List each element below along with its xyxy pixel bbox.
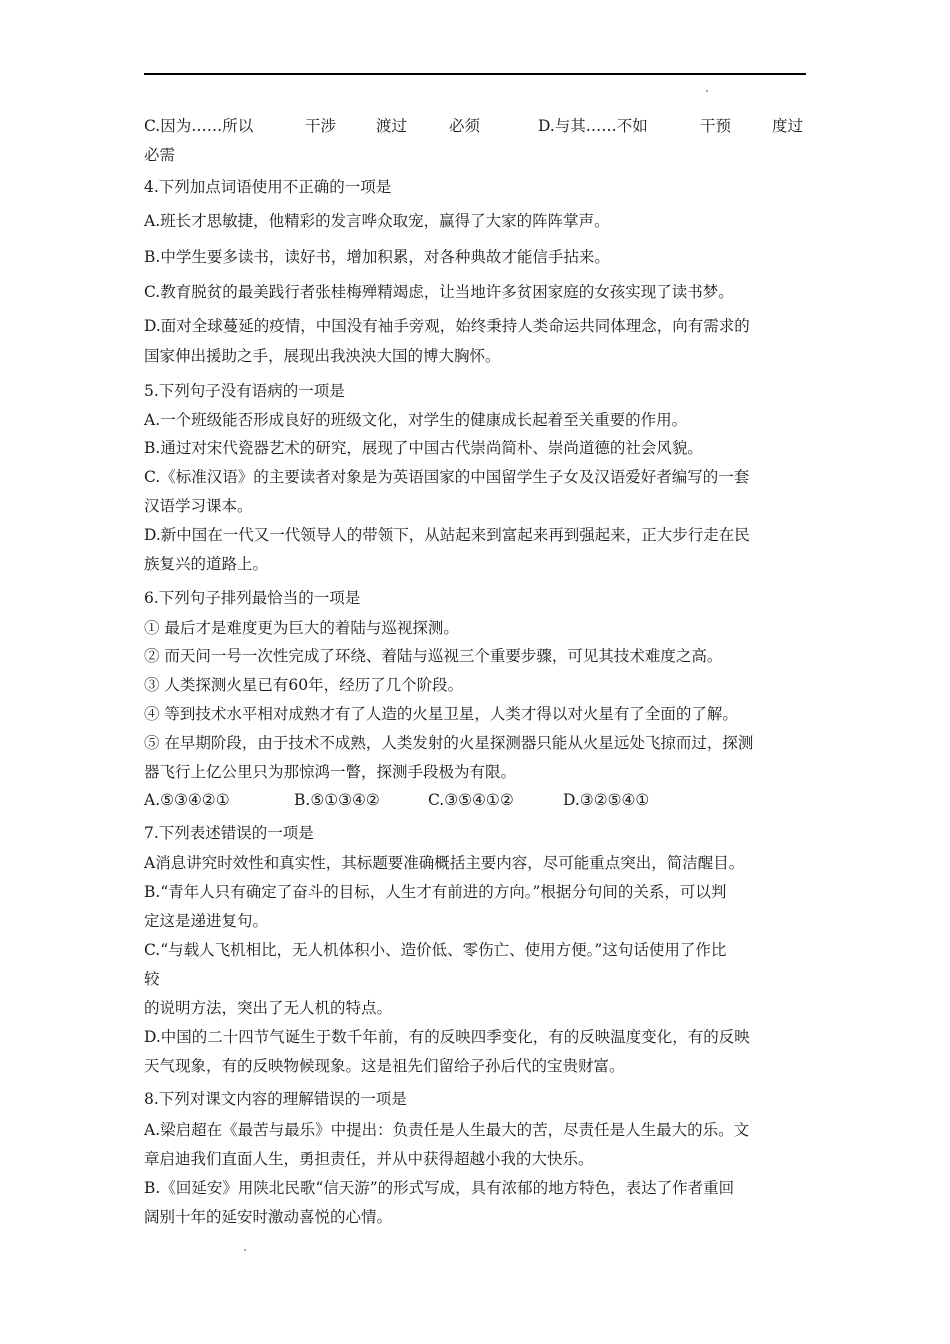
q7-option-d-cont: 天气现象，有的反映物候现象。这是祖先们留给子孙后代的宝贵财富。 <box>144 1057 625 1075</box>
q3-option-c-word1: 干涉 <box>305 117 337 135</box>
q8-option-b: B.《回延安》用陕北民歌“信天游”的形式写成，具有浓郁的地方特色，表达了作者重回 <box>144 1179 735 1197</box>
speck <box>244 1249 246 1251</box>
q6-option-c: C.③⑤④①② <box>428 791 514 809</box>
q3-option-c-word2: 渡过 <box>376 117 408 135</box>
q7-option-b: B.“青年人只有确定了奋斗的目标，人生才有前进的方向。”根据分句间的关系，可以判 <box>144 883 727 901</box>
q8-option-a: A.梁启超在《最苦与最乐》中提出：负责任是人生最大的苦，尽责任是人生最大的乐。文 <box>144 1121 750 1139</box>
q4-option-c: C.教育脱贫的最美践行者张桂梅殚精竭虑，让当地许多贫困家庭的女孩实现了读书梦。 <box>144 283 734 301</box>
q4-stem: 4.下列加点词语使用不正确的一项是 <box>144 178 392 196</box>
q6-sentence-1: ① 最后才是难度更为巨大的着陆与巡视探测。 <box>144 619 459 637</box>
q4-option-a: A.班长才思敏捷，他精彩的发言哗众取宠，赢得了大家的阵阵掌声。 <box>144 212 610 230</box>
q7-option-c-wrap: 较 <box>144 970 160 988</box>
q5-option-a: A.一个班级能否形成良好的班级文化，对学生的健康成长起着至关重要的作用。 <box>144 411 688 429</box>
q4-option-d-cont: 国家伸出援助之手，展现出我泱泱大国的博大胸怀。 <box>144 347 501 365</box>
q3-option-d-word3: 必需 <box>144 146 176 164</box>
q7-stem: 7.下列表述错误的一项是 <box>144 824 314 842</box>
q8-option-a-cont: 章启迪我们直面人生，勇担责任，并从中获得超越小我的大快乐。 <box>144 1150 594 1168</box>
q7-option-a: A消息讲究时效性和真实性，其标题要准确概括主要内容，尽可能重点突出，简洁醒目。 <box>144 854 745 872</box>
q3-option-d-word2: 度过 <box>772 117 804 135</box>
q3-option-c-word3: 必须 <box>449 117 481 135</box>
q6-sentence-4: ④ 等到技术水平相对成熟才有了人造的火星卫星，人类才得以对火星有了全面的了解。 <box>144 705 738 723</box>
q5-option-c: C.《标准汉语》的主要读者对象是为英语国家的中国留学生子女及汉语爱好者编写的一套 <box>144 468 750 486</box>
q4-option-b: B.中学生要多读书，读好书，增加积累，对各种典故才能信手拈来。 <box>144 248 610 266</box>
speck <box>706 90 708 92</box>
q3-option-c-conj: C.因为……所以 <box>144 117 254 135</box>
q8-option-b-cont: 阔别十年的延安时激动喜悦的心情。 <box>144 1208 393 1226</box>
q5-option-b: B.通过对宋代瓷器艺术的研究，展现了中国古代崇尚简朴、崇尚道德的社会风貌。 <box>144 439 703 457</box>
q6-stem: 6.下列句子排列最恰当的一项是 <box>144 589 361 607</box>
q6-sentence-5: ⑤ 在早期阶段，由于技术不成熟，人类发射的火星探测器只能从火星远处飞掠而过，探测 <box>144 734 754 752</box>
q6-option-d: D.③②⑤④① <box>563 791 650 809</box>
q6-sentence-3: ③ 人类探测火星已有60年，经历了几个阶段。 <box>144 676 464 694</box>
q6-sentence-5-cont: 器飞行上亿公里只为那惊鸿一瞥，探测手段极为有限。 <box>144 763 517 781</box>
q6-option-a: A.⑤③④②① <box>144 791 230 809</box>
q7-option-d: D.中国的二十四节气诞生于数千年前，有的反映四季变化，有的反映温度变化，有的反映 <box>144 1028 750 1046</box>
q7-option-c: C.“与载人飞机相比，无人机体积小、造价低、零伤亡、使用方便。”这句话使用了作比 <box>144 941 727 959</box>
q3-option-d-conj: D.与其……不如 <box>538 117 648 135</box>
q3-option-d-word1: 干预 <box>700 117 732 135</box>
q6-option-b: B.⑤①③④② <box>294 791 380 809</box>
q7-option-b-cont: 定这是递进复句。 <box>144 912 269 930</box>
q4-option-d: D.面对全球蔓延的疫情，中国没有袖手旁观，始终秉持人类命运共同体理念，向有需求的 <box>144 317 750 335</box>
q5-option-d-cont: 族复兴的道路上。 <box>144 555 269 573</box>
q5-option-c-cont: 汉语学习课本。 <box>144 497 253 515</box>
q5-stem: 5.下列句子没有语病的一项是 <box>144 382 345 400</box>
q8-stem: 8.下列对课文内容的理解错误的一项是 <box>144 1090 407 1108</box>
q6-sentence-2: ② 而天问一号一次性完成了环绕、着陆与巡视三个重要步骤，可见其技术难度之高。 <box>144 647 723 665</box>
q7-option-c-cont: 的说明方法，突出了无人机的特点。 <box>144 999 393 1017</box>
q5-option-d: D.新中国在一代又一代领导人的带领下，从站起来到富起来再到强起来，正大步行走在民 <box>144 526 750 544</box>
header-rule <box>144 73 806 75</box>
